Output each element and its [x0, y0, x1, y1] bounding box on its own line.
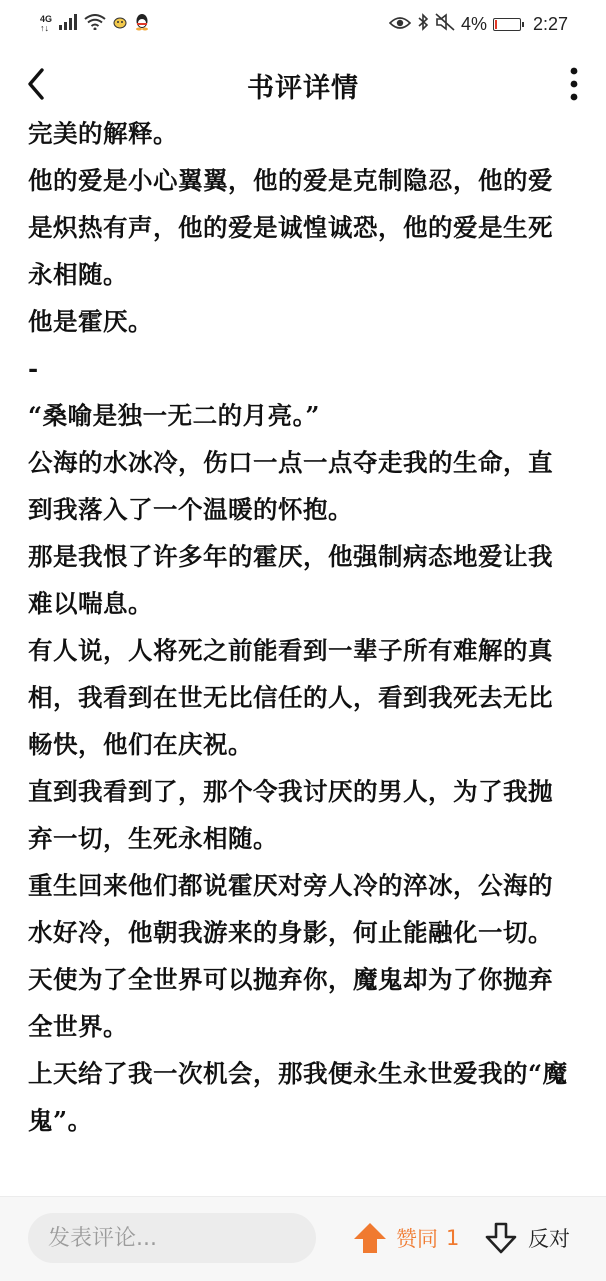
- network-activity-label: ↑↓: [40, 23, 49, 33]
- review-paragraph: 直到我看到了，那个令我讨厌的男人，为了我抛弃一切，生死永相随。: [28, 777, 553, 853]
- review-paragraph: 上天给了我一次机会，那我便永生永世爱我的“魔鬼”。: [28, 1059, 568, 1135]
- review-paragraph: 天使为了全世界可以抛弃你，魔鬼却为了你抛弃全世界。: [28, 965, 553, 1041]
- agree-button[interactable]: [352, 1219, 459, 1257]
- review-content: [28, 110, 576, 1144]
- wifi-icon: [84, 14, 106, 35]
- arrow-down-icon: [484, 1221, 518, 1255]
- review-paragraph: 他的爱是小心翼翼，他的爱是克制隐忍，他的爱是炽热有声，他的爱是诚惶诚恐，他的爱是生死永相随。: [28, 166, 553, 289]
- bluetooth-icon: [417, 13, 429, 36]
- battery-level: [495, 20, 497, 29]
- thumb-up-arrow-icon: [352, 1221, 388, 1255]
- review-separator: -: [28, 354, 39, 383]
- review-paragraph: 他是霍厌。: [28, 307, 153, 336]
- agree-count: 1: [446, 1226, 460, 1250]
- review-paragraph: 那是我恨了许多年的霍厌，他强制病态地爱让我难以喘息。: [28, 542, 553, 618]
- app-notification-icon: [112, 14, 128, 35]
- page-title: 书评详情: [247, 73, 359, 104]
- oppose-label: 反对: [528, 1227, 570, 1251]
- review-paragraph: 有人说，人将死之前能看到一辈子所有难解的真相，我看到在世无比信任的人，看到我死去无比畅快，他们在庆祝。: [28, 636, 553, 759]
- review-paragraph: 重生回来他们都说霍厌对旁人冷的淬冰，公海的水好冷，他朝我游来的身影，何止能融化一切。: [28, 871, 553, 947]
- status-right: [389, 12, 568, 36]
- mute-icon: [435, 13, 455, 36]
- battery-percent: 4%: [460, 13, 487, 34]
- status-left: [40, 12, 150, 36]
- agree-label: 赞同: [396, 1227, 438, 1251]
- qq-icon: [134, 13, 150, 36]
- network-type: [40, 15, 52, 33]
- eye-icon: [389, 14, 411, 35]
- battery-icon: [493, 18, 521, 31]
- comment-input[interactable]: [28, 1213, 316, 1263]
- app-header: [0, 54, 606, 114]
- network-type-label: 4G: [40, 14, 53, 24]
- status-bar: [0, 0, 606, 48]
- bottom-action-bar: [0, 1196, 606, 1281]
- review-paragraph: “桑喻是独一无二的月亮。”: [28, 401, 320, 430]
- more-options-button[interactable]: [566, 66, 582, 102]
- more-vertical-icon: [566, 66, 582, 102]
- status-time: 2:27: [532, 13, 568, 34]
- review-paragraph: 公海的水冰冷，伤口一点一点夺走我的生命，直到我落入了一个温暖的怀抱。: [28, 448, 553, 524]
- review-paragraph: 完美的解释。: [28, 119, 178, 148]
- oppose-button[interactable]: [484, 1219, 570, 1257]
- signal-icon: [58, 14, 78, 35]
